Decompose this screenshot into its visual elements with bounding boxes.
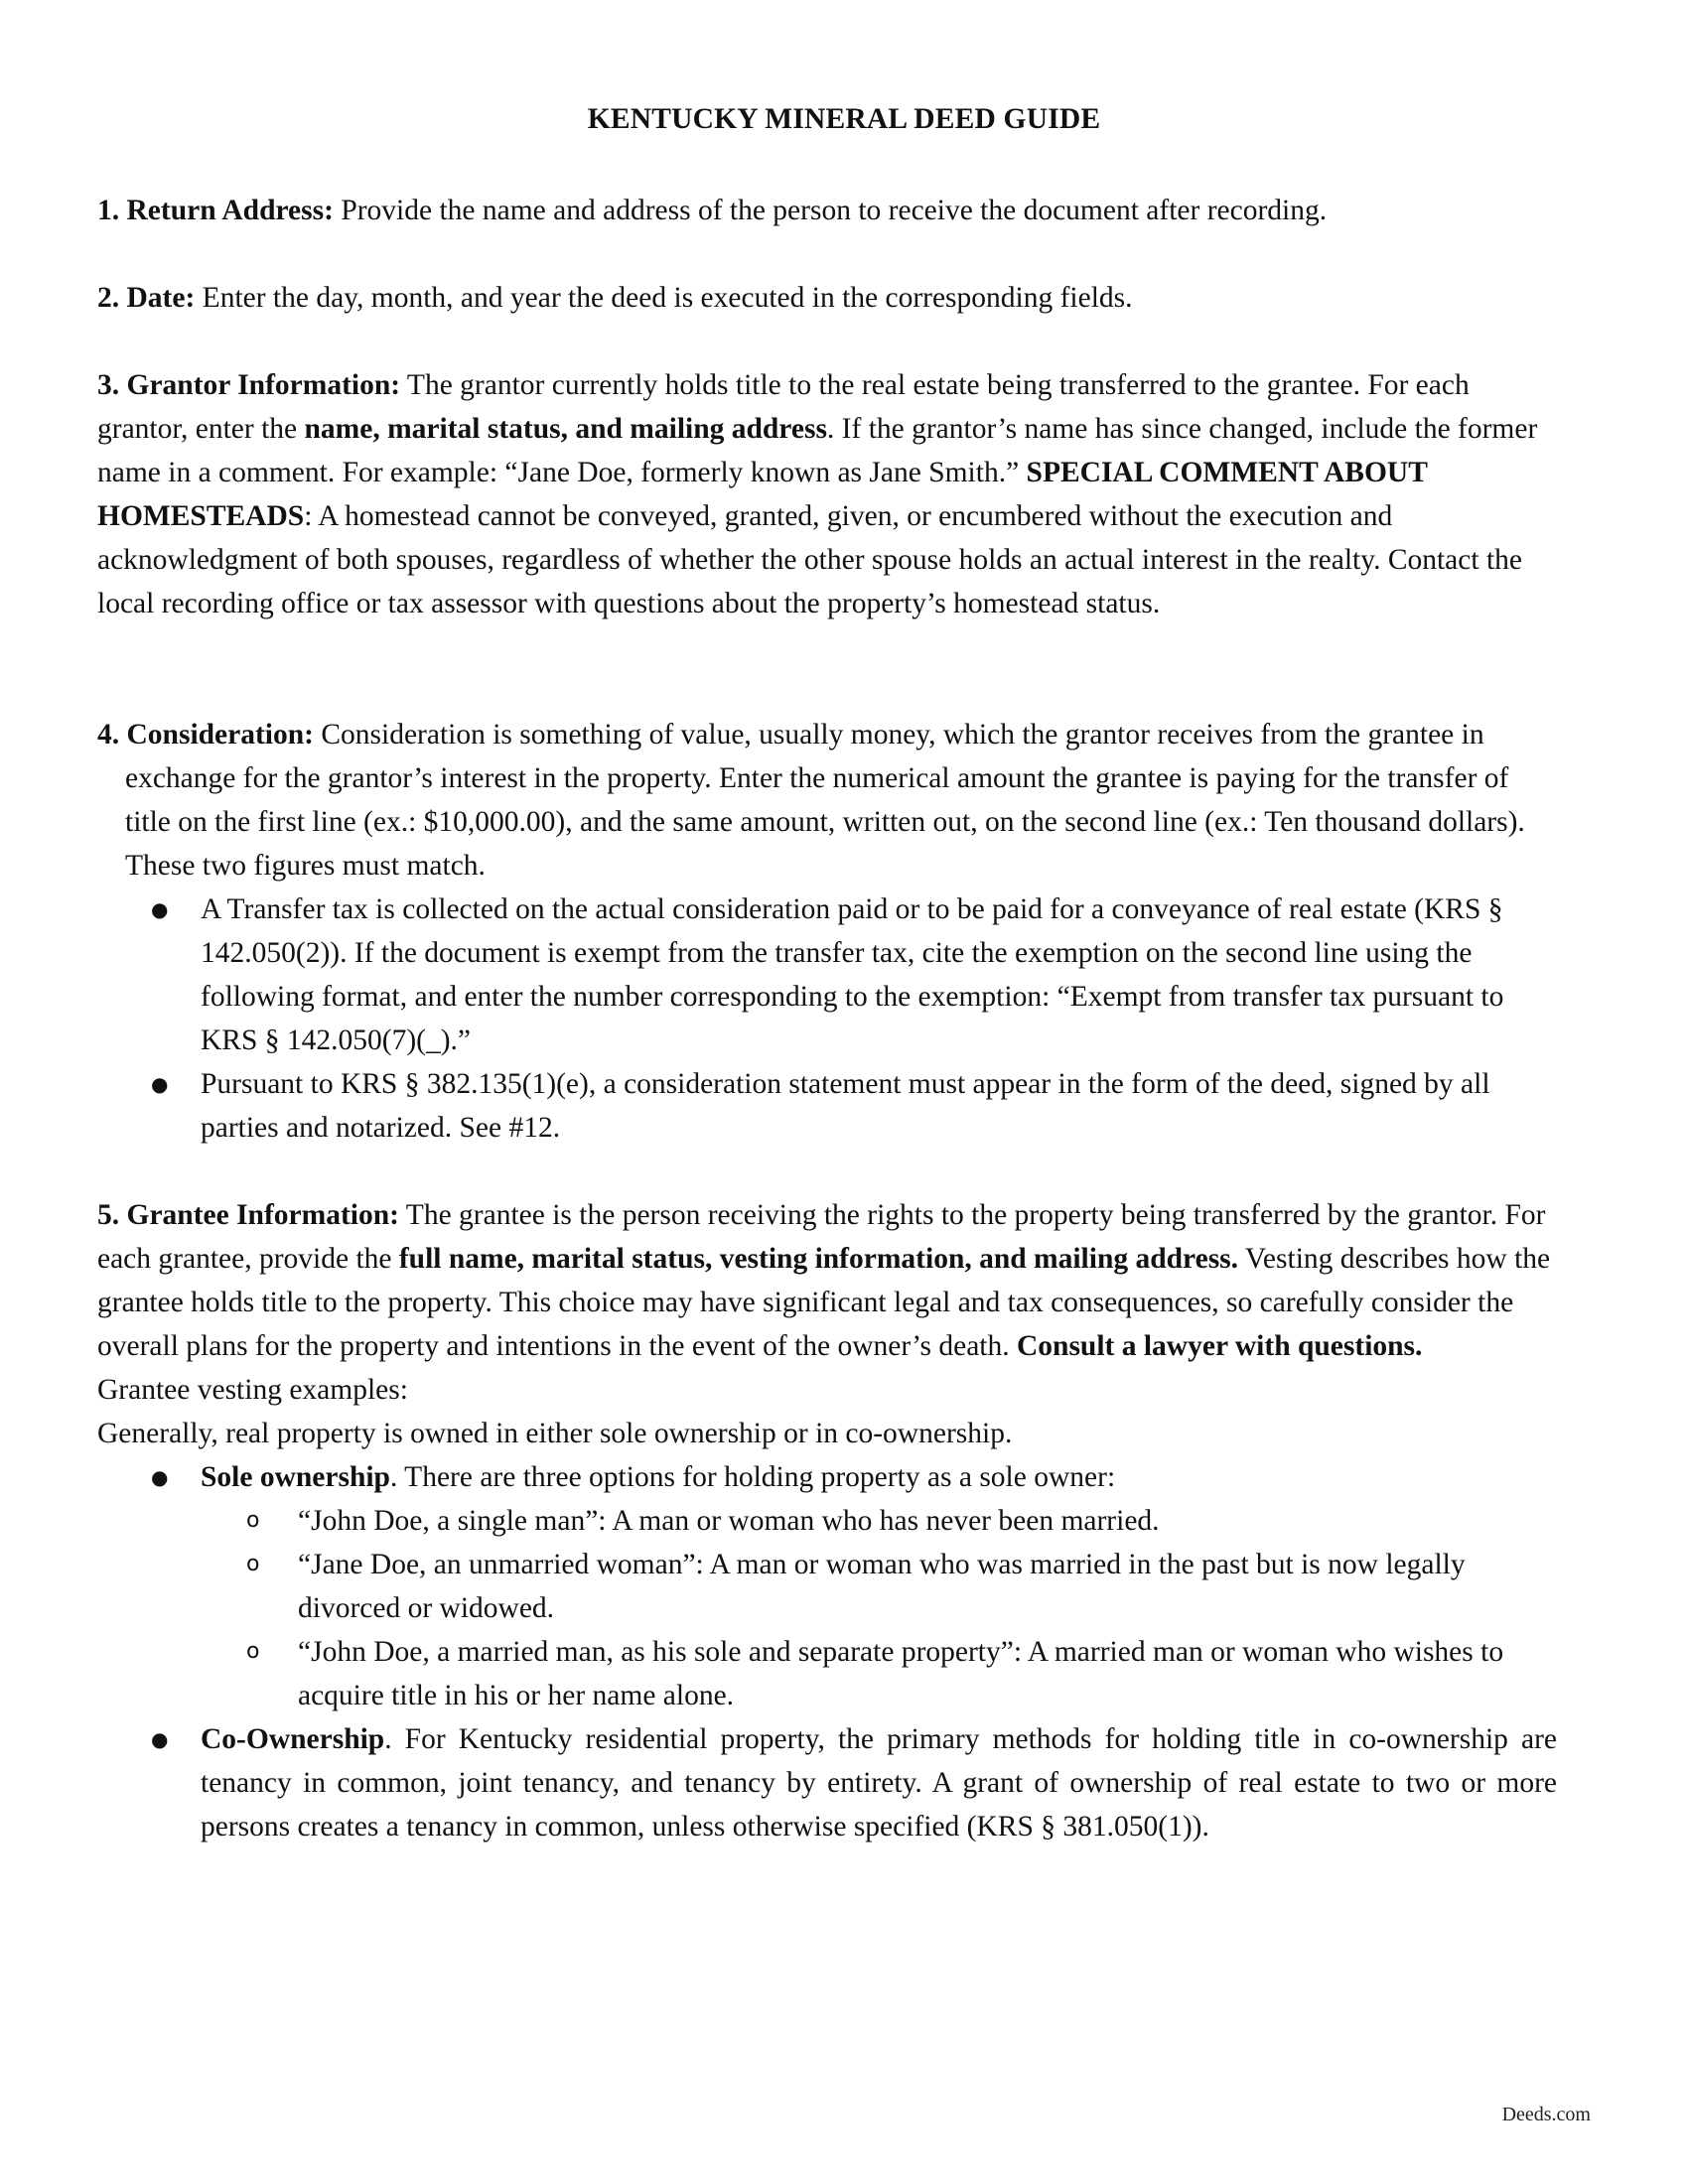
section-label: 1. Return Address: — [97, 195, 334, 226]
sub-list-item — [97, 1543, 1557, 1630]
list-item — [97, 1455, 1557, 1499]
co-ownership-label: Co-Ownership — [201, 1723, 385, 1755]
bold-text: Consult a lawyer with questions. — [1016, 1330, 1423, 1362]
circle-bullet-icon: o — [246, 1508, 260, 1533]
section-text: Provide the name and address of the person to receive the document after recording. — [333, 195, 1328, 226]
footer-brand: Deeds.com — [1501, 2104, 1591, 2125]
section-label: 2. Date: — [97, 282, 196, 314]
section-text: The grantor currently holds title to the real estate being transferred to the grantee. For each grantor, enter the — [97, 369, 1470, 445]
section-label: 4. Consideration: — [97, 719, 314, 751]
bullet-icon: ● — [151, 1727, 169, 1751]
section-text: The grantee is the person receiving the rights to the property being transferred by the grantor. For each grantee, provide the — [97, 1199, 1546, 1275]
section-text: Enter the day, month, and year the deed is executed in the corresponding fields. — [195, 282, 1133, 314]
page-title: KENTUCKY MINERAL DEED GUIDE — [587, 103, 1101, 135]
ownership-line: Generally, real property is owned in either sole ownership or in co-ownership. — [97, 1418, 1013, 1449]
bold-text: full name, marital status, vesting information, and mailing address. — [398, 1243, 1239, 1275]
bullet-icon: ● — [151, 1465, 169, 1489]
bold-text: name, marital status, and mailing address — [304, 413, 827, 445]
section-grantee-information — [97, 1193, 1557, 1848]
section-label: 3. Grantor Information: — [97, 369, 401, 401]
bullet-icon: ● — [151, 1072, 169, 1096]
vesting-examples-line: Grantee vesting examples: — [97, 1374, 408, 1406]
sub-list-item-text: “Jane Doe, an unmarried woman”: A man or woman who was married in the past but is now legally divorced or widowed. — [298, 1549, 1466, 1624]
sole-ownership-label: Sole ownership — [201, 1461, 390, 1493]
bullet-icon: ● — [151, 897, 169, 921]
list-item — [97, 887, 1557, 1062]
list-item — [97, 1062, 1557, 1150]
sub-list-item — [97, 1630, 1557, 1717]
list-item-text: . There are three options for holding property as a sole owner: — [389, 1461, 1116, 1493]
sub-list-item-text: “John Doe, a single man”: A man or woman who has never been married. — [298, 1505, 1160, 1537]
section-return-address — [97, 189, 1557, 232]
section-text: Vesting describes how the grantee holds title to the property. This choice may have significant legal and tax consequences, so carefully consider the overall plans for the property and intentions in the event of the owner’s death. — [97, 1243, 1551, 1362]
homestead-heading: SPECIAL COMMENT ABOUT HOMESTEADS — [97, 457, 1428, 532]
list-item-text: Pursuant to KRS § 382.135(1)(e), a consideration statement must appear in the form of the deed, signed by all parties and notarized. See #12. — [201, 1068, 1490, 1144]
list-item — [97, 1717, 1557, 1848]
circle-bullet-icon: o — [246, 1639, 260, 1664]
list-item-text: A Transfer tax is collected on the actual consideration paid or to be paid for a conveyance of real estate (KRS § 142.050(2)). If the document is exempt from the transfer tax, cite the exemption on the second line using the following format, and enter the number corresponding to the exemption: “Exempt from transfer tax pursuant to KRS § 142.050(7)(_).” — [201, 893, 1504, 1056]
section-text: : A homestead cannot be conveyed, granted, given, or encumbered without the execution and acknowledgment of both spouses, regardless of whether the other spouse holds an actual interest in the realty. Contact the local recording office or tax assessor with questions about the property’s homestead status. — [97, 500, 1522, 619]
sub-list-item-text: “John Doe, a married man, as his sole and separate property”: A married man or woman who wishes to acquire title in his or her name alone. — [298, 1636, 1504, 1711]
section-text: . If the grantor’s name has since changed, include the former name in a comment. For example: “Jane Doe, formerly known as Jane Smith.” — [97, 413, 1538, 488]
section-text: Consideration is something of value, usually money, which the grantor receives from the grantee in exchange for the grantor’s interest in the property. Enter the numerical amount the grantee is paying for the transfer of title on the first line (ex.: $10,000.00), and the same amount, written out, on the second line (ex.: Ten thousand dollars). These two figures must match. — [125, 719, 1525, 882]
circle-bullet-icon: o — [246, 1552, 260, 1576]
section-grantor-information — [97, 363, 1557, 625]
section-date — [97, 276, 1557, 320]
section-label: 5. Grantee Information: — [97, 1199, 399, 1231]
list-item-text: . For Kentucky residential property, the primary methods for holding title in co-ownership are tenancy in common, joint tenancy, and tenancy by entirety. A grant of ownership of real estate to two or more persons creates a tenancy in common, unless otherwise specified (KRS § 381.050(1)). — [201, 1723, 1557, 1843]
sub-list-item — [97, 1499, 1557, 1543]
section-consideration — [97, 713, 1557, 1150]
